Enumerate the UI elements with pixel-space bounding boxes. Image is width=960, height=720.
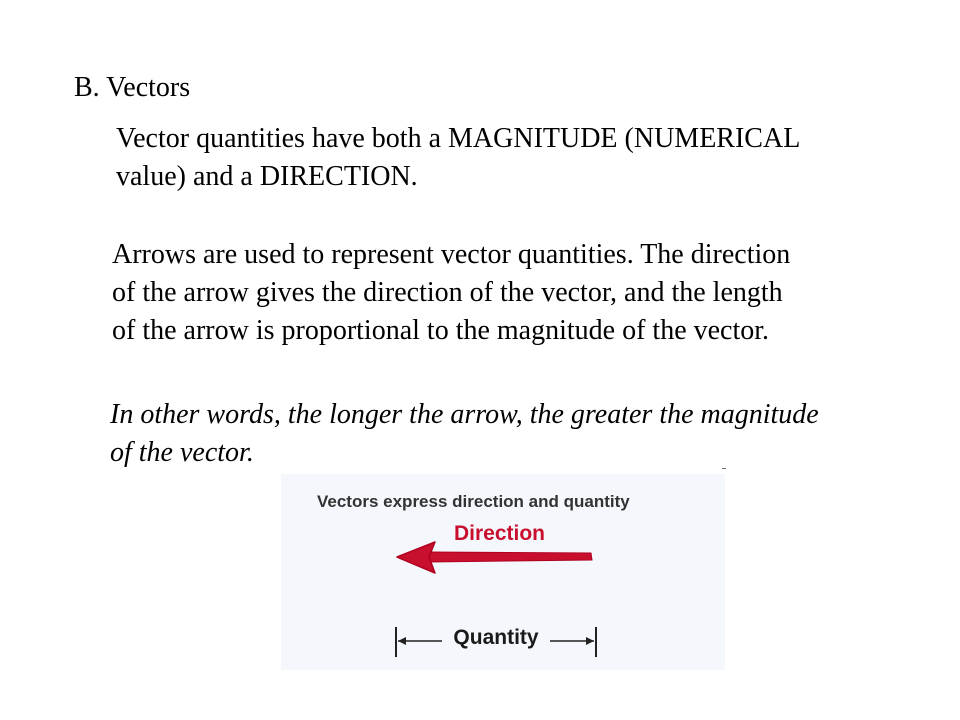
paragraph-in-other-words [110, 396, 819, 472]
vector-figure [281, 474, 725, 670]
figure-title: Vectors express direction and quantity [317, 492, 630, 511]
paragraph-line: of the arrow is proportional to the magnitude of the vector. [112, 315, 770, 346]
paragraph-line: In other words, the longer the arrow, the greater the magnitude [110, 399, 819, 430]
paragraph-line: of the vector. [110, 437, 254, 468]
paragraph-line: Arrows are used to represent vector quantities. The direction [112, 239, 791, 270]
figure-corner-mark [722, 468, 726, 469]
quantity-label: Quantity [453, 626, 539, 649]
paragraph-arrows [112, 236, 790, 350]
left-arrow-icon [391, 536, 601, 576]
paragraph-line: of the arrow gives the direction of the vector, and the length [112, 277, 783, 308]
quantity-indicator [394, 624, 598, 660]
section-heading: B. Vectors [74, 72, 191, 103]
paragraph-vector-quantities [116, 120, 800, 196]
paragraph-line: Vector quantities have both a MAGNITUDE (NUMERICAL [116, 123, 801, 154]
arrow-shaft [429, 552, 592, 562]
direction-label: Direction [454, 522, 546, 545]
paragraph-line: value) and a DIRECTION. [116, 161, 418, 192]
arrow-head [397, 542, 435, 573]
